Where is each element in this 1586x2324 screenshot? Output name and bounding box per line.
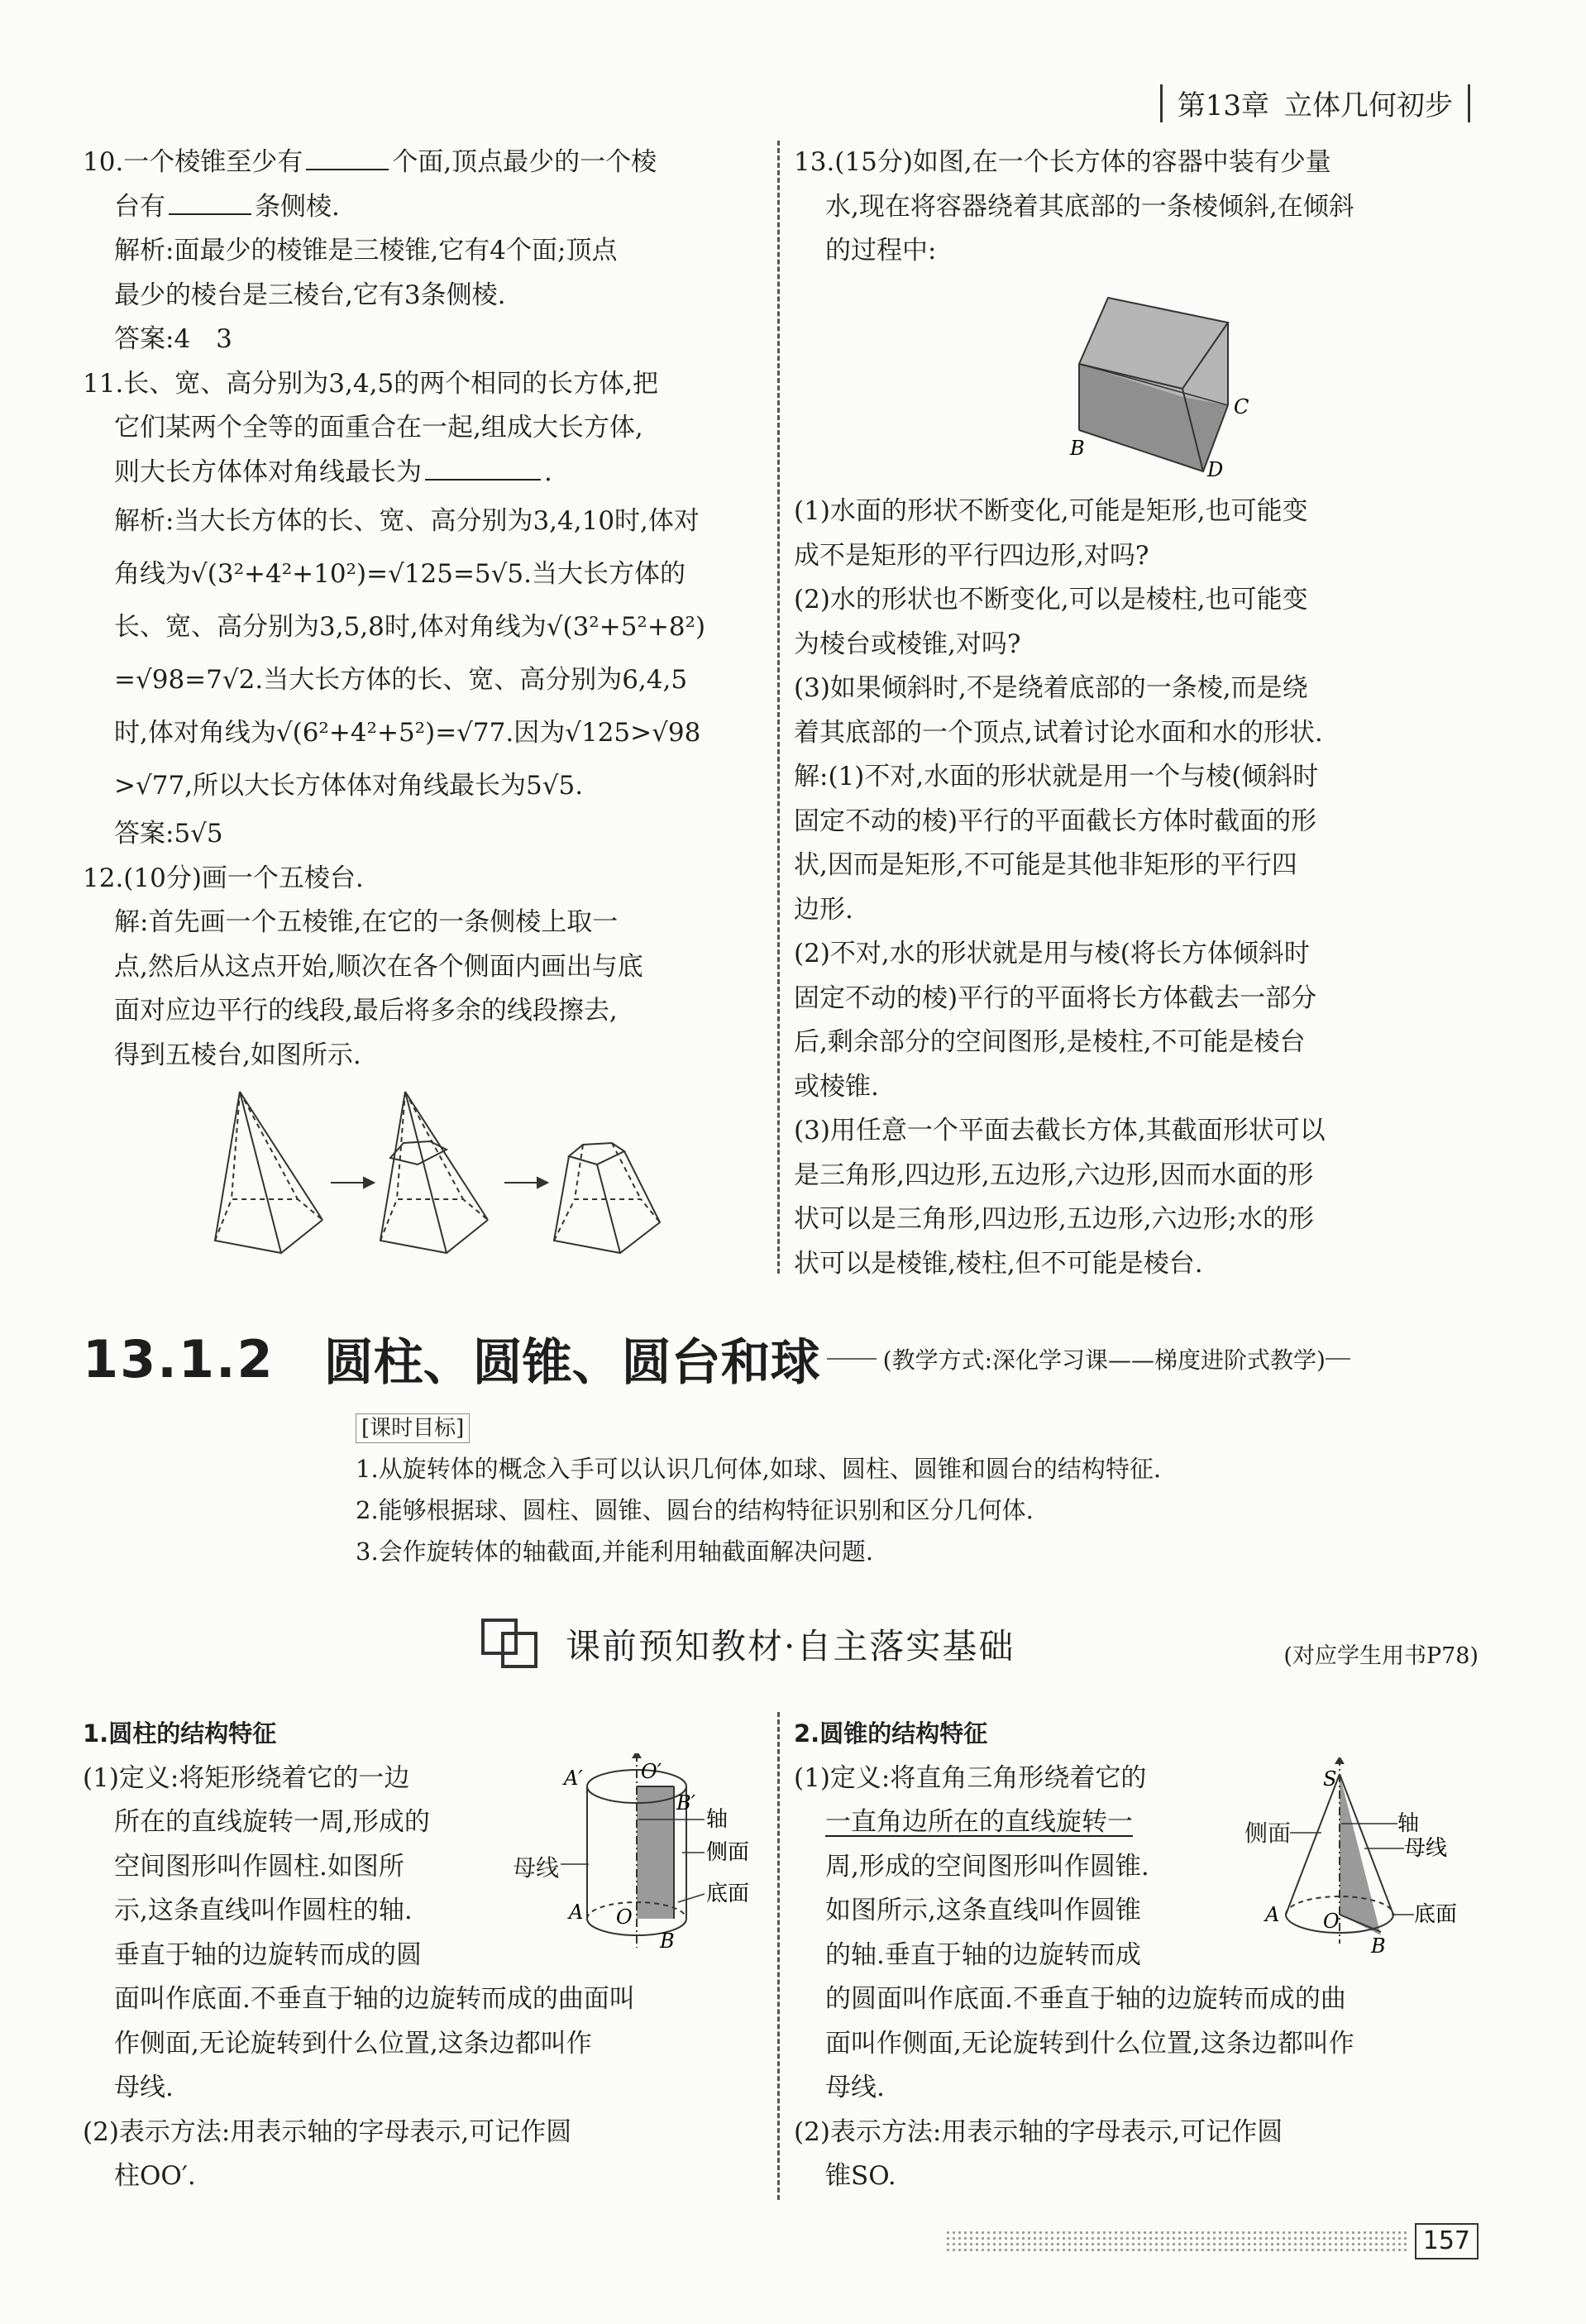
cone-line10: 锥SO. — [825, 2161, 896, 2191]
cone-label-side: 侧面 — [1244, 1820, 1292, 1847]
generatrix-pointer — [561, 1861, 590, 1867]
cylinder-line6: 面叫作底面.不垂直于轴的边旋转而成的曲面叫 — [114, 1984, 635, 2014]
q13-solution-3b: 是三角形,四边形,五边形,六边形,因而水面的形 — [794, 1160, 1314, 1190]
q13-solution-3d: 状可以是棱锥,棱柱,但不可能是棱台. — [794, 1248, 1203, 1279]
q11-line2: 它们某两个全等的面重合在一起,组成大长方体, — [114, 413, 643, 442]
q13-solution-1b: 固定不动的棱)平行的平面截长方体时截面的形 — [794, 806, 1317, 836]
label-B: B — [1070, 437, 1085, 460]
label-B-prime: B′ — [676, 1791, 696, 1815]
goal-2: 2.能够根据球、圆柱、圆锥、圆台的结构特征识别和区分几何体. — [356, 1496, 1034, 1524]
footer-dot-pattern — [945, 2230, 1408, 2251]
goals-header: [课时目标] — [356, 1413, 470, 1443]
section-rule-end — [1326, 1358, 1350, 1360]
q13-part1-a: (1)水面的形状不断变化,可能是矩形,也可能变 — [794, 496, 1308, 526]
q11-solution-3: 长、宽、高分别为3,5,8时,体对角线为√(3²+5²+8²) — [114, 612, 706, 642]
label-A: A — [1265, 1903, 1280, 1926]
header-bar-right — [1468, 84, 1470, 122]
label-A: A — [569, 1901, 584, 1924]
label-generatrix: 母线 — [1404, 1836, 1448, 1861]
label-axis: 轴 — [1397, 1811, 1420, 1836]
cylinder-line7: 作侧面,无论旋转到什么位置,这条边都叫作 — [114, 2028, 592, 2059]
student-book-reference: (对应学生用书P78) — [1283, 1643, 1479, 1669]
q12-solution-2: 点,然后从这点开始,顺次在各个侧面内画出与底 — [114, 951, 643, 982]
q11-solution-2: 角线为√(3²+4²+10²)=√125=5√5.当大长方体的 — [114, 559, 686, 589]
q13-part2-b: 为棱台或棱锥,对吗? — [794, 629, 1021, 659]
cylinder-label-generatrix: 母线 — [513, 1854, 560, 1882]
cone-heading: 2.圆锥的结构特征 — [794, 1719, 988, 1748]
label-O: O — [1323, 1910, 1340, 1933]
label-O-prime: O′ — [641, 1760, 662, 1783]
frustum-drawing — [554, 1143, 660, 1253]
label-B: B — [660, 1929, 675, 1952]
tilted-container-figure — [1058, 281, 1249, 480]
label-D: D — [1207, 458, 1224, 480]
q13-part3-b: 着其底部的一个顶点,试着讨论水面和水的形状. — [794, 717, 1323, 748]
label-O: O — [616, 1906, 633, 1929]
pyramid-with-section — [380, 1092, 488, 1253]
q10-line2: 台有 条侧棱. — [83, 185, 761, 230]
q13-solution-1a: 解:(1)不对,水面的形状就是用一个与棱(倾斜时 — [794, 762, 1319, 791]
label-side: 侧面 — [706, 1840, 750, 1865]
cylinder-line3: 空间图形叫作圆柱.如图所 — [114, 1851, 404, 1882]
q13-solution-1d: 边形. — [794, 894, 853, 925]
q11-solution-5: 时,体对角线为√(6²+4²+5²)=√77.因为√125>√98 — [114, 718, 701, 748]
cylinder-line8: 母线. — [114, 2073, 174, 2102]
q13-line2: 水,现在将容器绕着其底部的一条棱倾斜,在倾斜 — [825, 191, 1354, 222]
section-teaching-mode: (教学方式:深化学习课——梯度进阶式教学) — [882, 1346, 1326, 1374]
label-base: 底面 — [1414, 1902, 1458, 1927]
right-column-top — [794, 141, 1480, 274]
cone-line4: 如图所示,这条直线叫作圆锥 — [825, 1896, 1141, 1925]
label-S: S — [1323, 1767, 1337, 1791]
q13-solution-2a: (2)不对,水的形状就是用与棱(将长方体倾斜时 — [794, 939, 1310, 968]
cylinder-heading: 1.圆柱的结构特征 — [83, 1719, 277, 1748]
q11-solution-4: =√98=7√2.当大长方体的长、宽、高分别为6,4,5 — [114, 665, 688, 695]
q11-solution-1: 解析:当大长方体的长、宽、高分别为3,4,10时,体对 — [114, 506, 700, 536]
pentagonal-frustum-figure — [207, 1083, 752, 1265]
pyramid-drawing — [215, 1092, 322, 1253]
q13-solution-3c: 状可以是三角形,四边形,五边形,六边形;水的形 — [794, 1204, 1315, 1234]
cylinder-line4: 示,这条直线叫作圆柱的轴. — [114, 1896, 413, 1925]
section-number: 13.1.2 — [83, 1328, 275, 1389]
page-number: 157 — [1415, 2223, 1479, 2259]
q13-part3-a: (3)如果倾斜时,不是绕着底部的一条棱,而是绕 — [794, 673, 1308, 703]
cone-line7: 面叫作侧面,无论旋转到什么位置,这条边都叫作 — [825, 2028, 1354, 2059]
q13-solution-2d: 或棱锥. — [794, 1071, 879, 1102]
label-base: 底面 — [706, 1882, 750, 1906]
q11-answer: 答案:5√5 — [114, 819, 223, 849]
q13-line1: 13.(15分)如图,在一个长方体的容器中装有少量 — [794, 147, 1331, 177]
cone-figure — [1240, 1757, 1488, 1956]
arrow-2 — [504, 1178, 547, 1188]
q12-line1: 12.(10分)画一个五棱台. — [83, 863, 364, 893]
q13-solution-1c: 状,因而是矩形,不可能是其他非矩形的平行四 — [794, 850, 1297, 880]
q10-solution-2: 最少的棱台是三棱台,它有3条侧棱. — [114, 280, 506, 310]
label-A-prime: A′ — [564, 1767, 583, 1790]
q11-solution-6: >√77,所以大长方体体对角线最长为5√5. — [114, 771, 584, 801]
q13-part1-b: 成不是矩形的平行四边形,对吗? — [794, 540, 1149, 571]
q13-line3: 的过程中: — [825, 236, 937, 265]
q12-solution-3: 面对应边平行的线段,最后将多余的线段擦去, — [114, 996, 618, 1026]
cylinder-line10: 柱OO′. — [114, 2161, 196, 2191]
q11-line1: 11.长、宽、高分别为3,4,5的两个相同的长方体,把 — [83, 368, 659, 399]
page-header — [1160, 83, 1470, 123]
cone-line2: 一直角边所在的直线旋转一 — [825, 1807, 1133, 1837]
cylinder-line1: (1)定义:将矩形绕着它的一边 — [83, 1762, 410, 1793]
column-divider-top — [777, 141, 780, 1274]
side-pointer — [1290, 1829, 1323, 1836]
cone-line3: 周,形成的空间图形叫作圆锥. — [825, 1851, 1149, 1882]
q13-solution-2c: 后,剩余部分的空间图形,是棱柱,不可能是棱台 — [794, 1027, 1306, 1057]
section-rule — [827, 1358, 877, 1360]
q13-part2-a: (2)水的形状也不断变化,可以是棱柱,也可能变 — [794, 585, 1308, 614]
goal-1: 1.从旋转体的概念入手可以认识几何体,如球、圆柱、圆锥和圆台的结构特征. — [356, 1455, 1162, 1483]
cylinder-line2: 所在的直线旋转一周,形成的 — [114, 1807, 430, 1837]
chapter-title: 立体几何初步 — [1284, 89, 1453, 122]
cone-line5: 的轴.垂直于轴的边旋转而成 — [825, 1939, 1141, 1970]
label-C: C — [1234, 395, 1249, 418]
header-bar-left — [1160, 84, 1163, 122]
q10-line1: 10.一个棱锥至少有 个面,顶点最少的一个棱 — [83, 141, 761, 185]
section-title — [83, 1323, 1350, 1394]
cone-line8: 母线. — [825, 2073, 885, 2102]
banner-squares-icon — [480, 1617, 542, 1671]
label-B: B — [1371, 1934, 1386, 1956]
label-axis: 轴 — [706, 1807, 729, 1832]
right-column-mid — [794, 490, 1480, 1286]
q13-solution-2b: 固定不动的棱)平行的平面将长方体截去一部分 — [794, 983, 1317, 1013]
cone-line1: (1)定义:将直角三角形绕着它的 — [794, 1762, 1147, 1793]
q12-solution-1: 解:首先画一个五棱锥,在它的一条侧棱上取一 — [114, 907, 619, 937]
section-banner — [480, 1617, 1015, 1671]
q11-line3: 则大长方体体对角线最长为 . — [83, 451, 761, 495]
lesson-goals — [356, 1406, 1161, 1572]
chapter-label: 第13章 — [1177, 89, 1269, 122]
cone-line6: 的圆面叫作底面.不垂直于轴的边旋转而成的曲 — [825, 1984, 1346, 2014]
left-column-top — [83, 141, 761, 1078]
section-name: 圆柱、圆锥、圆台和球 — [323, 1334, 820, 1392]
arrow-1 — [331, 1178, 374, 1188]
banner-text: 课前预知教材·自主落实基础 — [566, 1626, 1015, 1666]
goal-3: 3.会作旋转体的轴截面,并能利用轴截面解决问题. — [356, 1537, 874, 1566]
q10-solution-1: 解析:面最少的棱锥是三棱锥,它有4个面;顶点 — [114, 236, 618, 265]
q10-answer: 答案:4 3 — [114, 324, 232, 354]
cone-line9: (2)表示方法:用表示轴的字母表示,可记作圆 — [794, 2116, 1283, 2147]
cylinder-line9: (2)表示方法:用表示轴的字母表示,可记作圆 — [83, 2116, 572, 2147]
q13-solution-3a: (3)用任意一个平面去截长方体,其截面形状可以 — [794, 1116, 1326, 1145]
column-divider-bottom — [777, 1712, 780, 2200]
q12-solution-4: 得到五棱台,如图所示. — [114, 1040, 361, 1070]
cylinder-line5: 垂直于轴的边旋转而成的圆 — [114, 1939, 422, 1970]
